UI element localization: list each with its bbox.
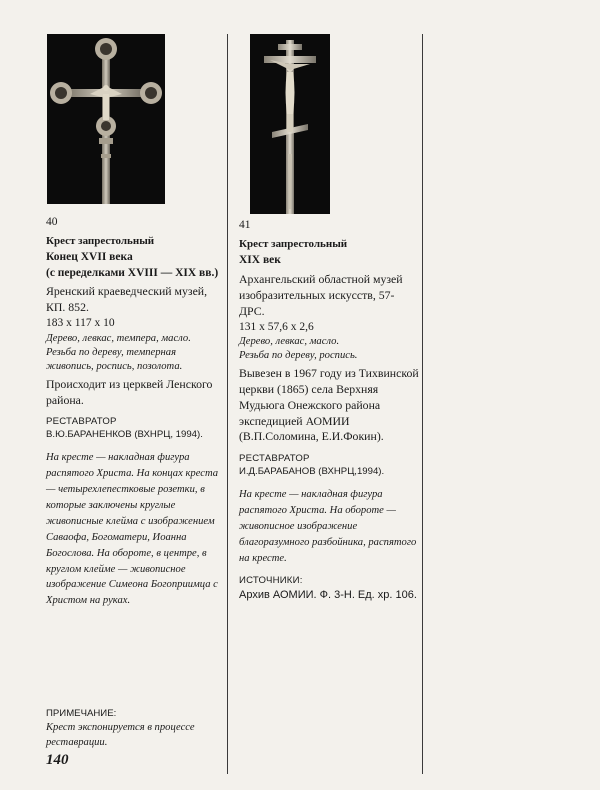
entry-restorer: В.Ю.БАРАНЕНКОВ (ВХНРЦ, 1994). [46, 429, 203, 441]
altar-cross-41-image [250, 34, 330, 214]
page-number: 140 [46, 752, 69, 768]
entry-technique: Резьба по дереву, темперная живопись, роспись, позолота. [46, 347, 183, 373]
entry-date-note: (с переделками XVIII — XIX вв.) [46, 266, 219, 279]
entry-restorer: И.Д.БАРАБАНОВ (ВХНРЦ,1994). [239, 466, 385, 478]
entry-technique: Резьба по дереву, роспись. [239, 350, 358, 362]
entry-sources: Архив АОМИИ. Ф. 3-Н. Ед. хр. 106. [239, 588, 417, 601]
cross-photo-40 [47, 34, 165, 204]
entry-title: Крест запрестольный [239, 237, 348, 250]
catalog-entry-41 [239, 218, 419, 602]
catalog-entry-40 [46, 215, 224, 609]
entry-date: XIX век [239, 254, 281, 267]
cross-photo-41 [250, 34, 330, 214]
entry-number: 41 [239, 219, 251, 231]
altar-cross-40-image [47, 34, 165, 204]
note-text: Крест экспонируется в процессе реставрации. [46, 722, 195, 749]
column-rule-1 [227, 34, 228, 774]
restorer-label: РЕСТАВРАТОР [239, 453, 310, 465]
entry-dimensions: 183 х 117 х 10 [46, 317, 115, 330]
note-label: ПРИМЕЧАНИЕ: [46, 708, 117, 719]
entry-description: На кресте — накладная фигура распятого Христа. На обороте —живописное изображение благоразумного разбойника, распятого на кресте. [239, 489, 417, 564]
entry-origin: Вывезен в 1967 году из Тихвинской церкви (1865) села Верхняя Мудьюга Онежского района экспедицией АОМИИ (В.П.Соломина, Е.И.Фокин). [239, 365, 419, 444]
entry-title: Крест запрестольный [46, 234, 155, 247]
column-rule-2 [422, 34, 423, 774]
entry-date: Конец XVII века [46, 251, 133, 264]
entry-number: 40 [46, 216, 58, 228]
entry-materials: Дерево, левкас, темпера, масло. [46, 332, 191, 344]
restorer-label: РЕСТАВРАТОР [46, 416, 117, 428]
entry-materials: Дерево, левкас, масло. [239, 336, 340, 348]
entry-origin: Происходит из церквей Ленского района. [46, 376, 213, 407]
sources-label: ИСТОЧНИКИ: [239, 574, 303, 586]
entry-description: На кресте — накладная фигура распятого Христа. На концах креста — четырехлепестковые розетки, в которые заключены круглые живописные клейма с изображением Саваофа, Богоматери, Иоанна Богослова. На обороте, в центре, в круглом клейме — живописное изображение Симеона Богоприимца с Христом на руках. [46, 452, 219, 607]
entry-dimensions: 131 х 57,6 х 2,6 [239, 320, 314, 333]
entry-museum: Яренский краеведческий музей, КП. 852. [46, 284, 208, 315]
entry-museum: Архангельский областной музей изобразительных искусств, 57-ДРС. [239, 271, 403, 318]
